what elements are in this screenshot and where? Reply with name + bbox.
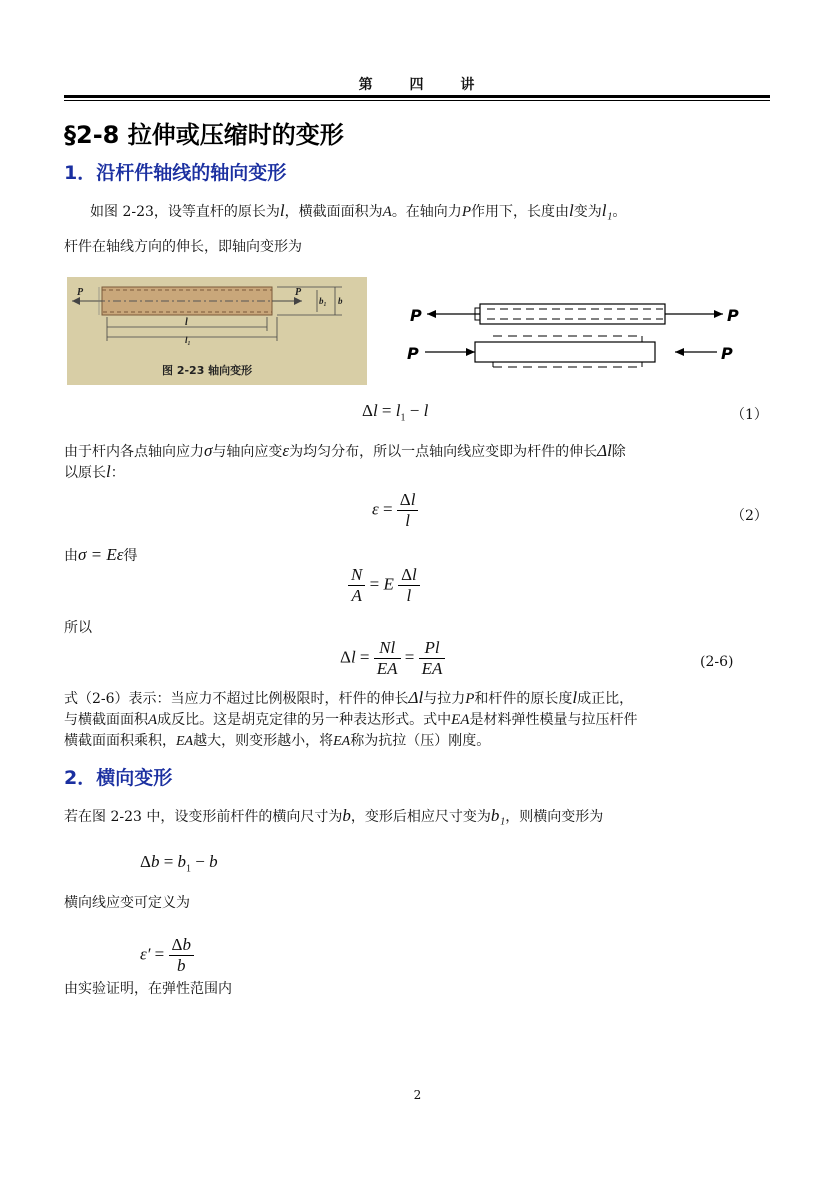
paragraph-5-line-2	[64, 710, 638, 730]
text: 与轴向应变	[212, 444, 283, 460]
symbol-A: A	[148, 712, 158, 728]
text: 越大，则变形越小，将	[193, 733, 334, 749]
equation-2-number: （2）	[731, 508, 768, 524]
diagram-P-top-right: P	[727, 306, 739, 325]
text: 与横截面面积	[64, 712, 148, 728]
paragraph-6	[64, 806, 603, 827]
text: ：	[110, 465, 125, 481]
page-number: 2	[413, 1088, 422, 1102]
text: 为均匀分布，所以一点轴向线应变即为杆件的伸长	[289, 444, 598, 460]
symbol-EA: EA	[333, 734, 351, 749]
text: 式（2-6）表示：当应力不超过比例极限时，杆件的伸长	[64, 691, 409, 707]
equation-delta-b: $\Delta b = b_1 - b$	[140, 852, 218, 875]
symbol-A: A	[382, 204, 392, 220]
paragraph-5-line-3	[64, 731, 490, 752]
symbol-delta-l: Δl	[408, 688, 424, 707]
text: 成反比。这是胡克定律的另一种表达形式。式中	[157, 712, 452, 728]
diagram-P-top-left: P	[410, 306, 422, 325]
fig-label-b1: b₁	[319, 296, 327, 306]
text: ，横截面面积为	[284, 204, 383, 220]
paragraph-5-line-1	[64, 688, 633, 709]
symbol-b: b	[342, 806, 351, 825]
text: 由于杆内各点轴向应力	[64, 444, 204, 460]
fig-caption: 图 2-23 轴向变形	[162, 364, 253, 377]
fig-label-P-left: P	[77, 287, 84, 298]
text: 得	[123, 548, 138, 564]
text: ，则横向变形为	[505, 809, 604, 825]
text: 以原长	[64, 465, 106, 481]
text: 除	[611, 444, 626, 460]
header-char: 第	[358, 77, 375, 93]
text: 由	[64, 548, 78, 564]
symbol-P: P	[465, 691, 475, 707]
paragraph-7: 横向线应变可定义为	[64, 895, 190, 911]
equation-2-6: Δl = $\frac{Nl}{EA}$ = $\frac{Pl}{EA}$	[340, 638, 445, 679]
fig-label-P-right: P	[295, 287, 302, 298]
text: 作用下，长度由	[470, 204, 569, 220]
header-char: 讲	[460, 77, 477, 93]
paragraph-8: 由实验证明，在弹性范围内	[64, 981, 232, 997]
equation-2: ε = $\frac{\Delta l}{l}$	[372, 490, 418, 531]
text: 如图 2-23，设等直杆的原长为	[90, 204, 280, 220]
equation-1: $\Delta l = l_1 - l$	[362, 401, 429, 424]
equation-1-number: （1）	[731, 407, 768, 423]
symbol-l1: l₁	[601, 201, 613, 220]
text: 横截面面积乘积，	[64, 733, 176, 749]
text: 变为	[573, 204, 602, 220]
figure-drawing	[67, 277, 367, 385]
paragraph-1-line-1	[90, 201, 626, 222]
text: 。在轴向力	[391, 204, 462, 220]
text: 。	[612, 204, 627, 220]
symbol-EA: EA	[176, 734, 194, 749]
text: 和杆件的原长度	[474, 691, 573, 707]
symbol-l: l	[572, 688, 578, 707]
text: 与拉力	[423, 691, 466, 707]
paragraph-2-line-1	[64, 441, 626, 462]
diagram-P-bottom-left: P	[407, 344, 419, 363]
axial-force-diagram	[405, 290, 745, 375]
equation-hooke: $\frac{N}{A}$ = E $\frac{\Delta l}{l}$	[348, 565, 420, 606]
subheading-lateral: 2．横向变形	[64, 767, 173, 789]
symbol-l: l	[279, 201, 285, 220]
diagram-P-bottom-right: P	[721, 344, 733, 363]
header-char: 四	[409, 77, 426, 93]
text: 若在图 2-23 中，设变形前杆件的横向尺寸为	[64, 809, 343, 825]
symbol-epsilon: ε	[282, 441, 290, 460]
subheading-axial: 1．沿杆件轴线的轴向变形	[64, 162, 287, 184]
section-title: §2-8 拉伸或压缩时的变形	[64, 121, 344, 149]
equation-lateral-strain: ε′ = $\frac{\Delta b}{b}$	[140, 935, 194, 976]
paragraph-1-line-2: 杆件在轴线方向的伸长，即轴向变形为	[64, 239, 302, 255]
figure-2-23	[67, 277, 367, 385]
paragraph-2-line-2	[64, 462, 125, 483]
paragraph-4: 所以	[64, 620, 92, 636]
equation-2-6-number: (2-6)	[700, 654, 734, 670]
symbol-l: l	[106, 462, 111, 481]
paragraph-3: 由σ = Eε得	[64, 545, 138, 564]
symbol-l: l	[568, 201, 574, 220]
fig-label-b: b	[338, 296, 343, 306]
text: 成正比，	[577, 691, 634, 707]
symbol-delta-l: Δl	[597, 441, 612, 460]
text: 称为抗拉（压）刚度。	[350, 733, 491, 749]
header-rule-thin	[64, 100, 770, 101]
text: ，变形后相应尺寸变为	[350, 809, 491, 825]
page-header	[0, 74, 835, 94]
symbol-sigma: σ	[204, 441, 213, 460]
text: 是材料弹性模量与拉压杆件	[469, 712, 638, 728]
fig-label-l1: l₁	[185, 335, 191, 345]
fig-label-l: l	[185, 317, 188, 328]
header-rule-thick	[64, 95, 770, 98]
symbol-P: P	[461, 204, 471, 220]
symbol-b1: b₁	[490, 806, 506, 825]
symbol-EA: EA	[451, 712, 470, 728]
